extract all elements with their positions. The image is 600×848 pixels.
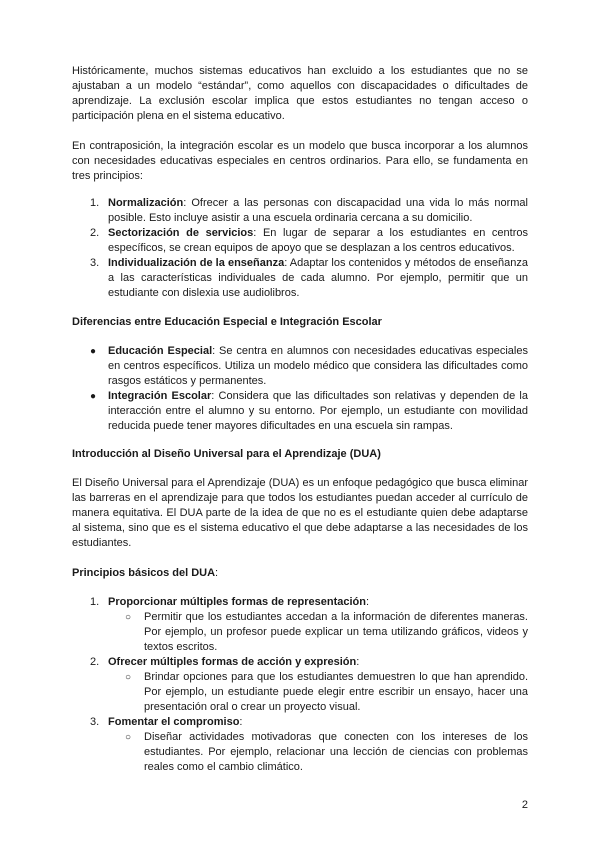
principle-text: : Adaptar los contenidos y métodos de enseñanza a las características individuales de cada alumno. Por ejemplo, permitir que un estudiante con dislexia use audiolibros. (108, 257, 528, 299)
difference-term: Educación Especial (108, 345, 213, 357)
dua-sub-item (108, 610, 528, 655)
principle-term: Sectorización de servicios (108, 227, 254, 239)
intro-paragraph-1: Históricamente, muchos sistemas educativos han excluido a los estudiantes que no se ajustaban a un modelo “estándar”, como aquellos con discapacidades o dificultades de aprendizaje. La exclusión escolar implica que estos estudiantes no tengan acceso o participación plena en el sistema educativo. (72, 65, 528, 122)
dua-principle-item (72, 715, 528, 775)
circle-bullet-icon: ○ (125, 612, 132, 623)
dua-basics-title: Principios básicos del DUA (72, 567, 216, 579)
principle-item (72, 226, 528, 256)
list-number: 2. (90, 656, 100, 668)
principle-text: : En lugar de separar a los estudiantes en centros específicos, se crean equipos de apoyo que se desplazan a los centros educativos. (108, 227, 528, 254)
dua-sub-item (108, 670, 528, 715)
dua-principles-list (72, 595, 528, 775)
principles-list (72, 196, 528, 301)
principle-item (72, 196, 528, 226)
list-number: 1. (90, 197, 100, 209)
dua-principle-item (72, 595, 528, 655)
bullet-icon: ● (90, 346, 97, 357)
principle-item (72, 256, 528, 301)
dua-sub-list (108, 730, 528, 775)
principle-term: Normalización (108, 197, 184, 209)
bullet-icon: ● (90, 391, 97, 402)
dua-sub-text: Diseñar actividades motivadoras que conecten con los intereses de los estudiantes. Por ejemplo, relacionar una lección de ciencias con problemas reales como el cambio climático. (144, 731, 528, 773)
dua-principle-term: Ofrecer múltiples formas de acción y expresión (108, 656, 357, 668)
list-number: 3. (90, 257, 100, 269)
document-page (72, 64, 528, 789)
difference-text: : Se centra en alumnos con necesidades educativas especiales en centros específicos. Utiliza un modelo médico que considera las dificultades como rasgos estáticos y permanentes. (108, 345, 528, 387)
dua-principle-colon: : (356, 656, 360, 668)
list-number: 2. (90, 227, 100, 239)
dua-heading: Introducción al Diseño Universal para el Aprendizaje (DUA) (72, 448, 381, 460)
circle-bullet-icon: ○ (125, 672, 132, 683)
difference-term: Integración Escolar (108, 390, 212, 402)
dua-sub-list (108, 670, 528, 715)
list-number: 3. (90, 716, 100, 728)
dua-principle-item (72, 655, 528, 715)
dua-paragraph: El Diseño Universal para el Aprendizaje (DUA) es un enfoque pedagógico que busca eliminar las barreras en el aprendizaje para que todos los estudiantes puedan acceder al currículo de manera equitativa. El DUA parte de la idea de que no es el estudiante quien debe adaptarse al sistema, sino que es el sistema educativo el que debe adaptarse a las necesidades de los estudiantes. (72, 477, 528, 549)
dua-basics-heading (72, 566, 528, 581)
intro-paragraph-2: En contraposición, la integración escolar es un modelo que busca incorporar a los alumnos con necesidades educativas especiales en centros ordinarios. Para ello, se fundamenta en tres principios: (72, 140, 528, 182)
circle-bullet-icon: ○ (125, 732, 132, 743)
difference-text: : Considera que las dificultades son relativas y dependen de la interacción entre el alumno y su entorno. Por ejemplo, un estudiante con movilidad reducida puede tener mayores dificultades en una escuela sin rampas. (108, 390, 528, 432)
principle-term: Individualización de la enseñanza (108, 257, 285, 269)
dua-sub-text: Permitir que los estudiantes accedan a la información de diferentes maneras. Por ejemplo, un profesor puede explicar un tema utilizando gráficos, videos y textos escritos. (144, 611, 528, 653)
differences-list (72, 344, 528, 434)
list-number: 1. (90, 596, 100, 608)
dua-sub-list (108, 610, 528, 655)
dua-sub-item (108, 730, 528, 775)
page-number: 2 (521, 799, 528, 811)
dua-principle-colon: : (365, 596, 370, 608)
dua-principle-term: Fomentar el compromiso (108, 716, 240, 728)
dua-basics-colon: : (215, 567, 219, 579)
difference-item (72, 389, 528, 434)
dua-sub-text: Brindar opciones para que los estudiantes demuestren lo que han aprendido. Por ejemplo, un estudiante puede elegir entre escribir un ensayo, hacer una presentación oral o crear un proyecto visual. (144, 671, 528, 713)
dua-principle-term: Proporcionar múltiples formas de representación (108, 596, 366, 608)
principle-text: : Ofrecer a las personas con discapacidad una vida lo más normal posible. Esto incluye asistir a una escuela ordinaria cercana a su domicilio. (108, 197, 528, 224)
differences-heading: Diferencias entre Educación Especial e Integración Escolar (72, 316, 382, 328)
dua-principle-colon: : (239, 716, 243, 728)
difference-item (72, 344, 528, 389)
